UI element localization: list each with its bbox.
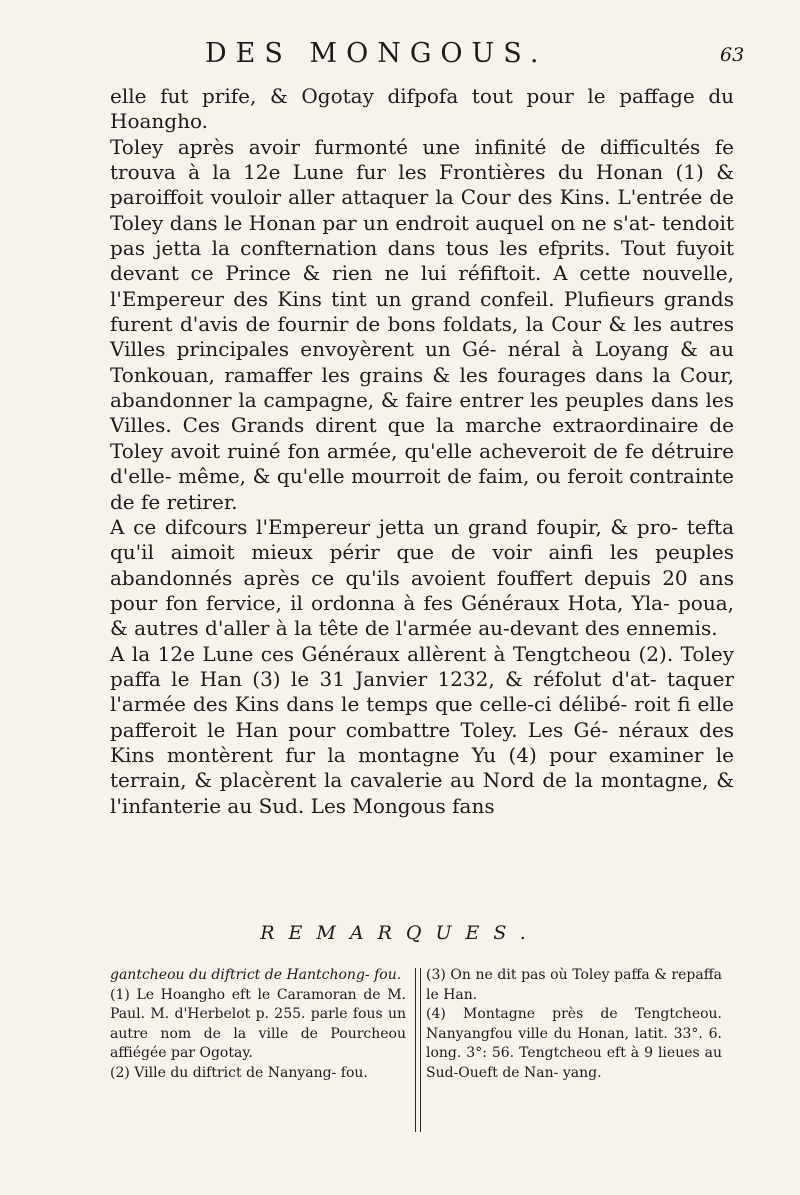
paragraph-3: A ce difcours l'Empereur jetta un grand foupir, & pro- tefta qu'il aimoit mieux périr que de voir ainfi les peuples abandonnés après ce qu'ils avoient fouffert depuis 20 ans pour fon fervice, il ordonna à fes Généraux Hota, Yla- poua, & autres d'aller à la tête de l'armée au-devant des ennemis.	[110, 514, 734, 641]
footnote-2: (2) Ville du diftrict de Nanyang- fou.	[110, 1064, 368, 1081]
footnotes-right-column	[426, 966, 722, 1083]
page-header	[0, 38, 800, 78]
main-text	[110, 84, 734, 819]
page-number: 63	[720, 44, 745, 66]
footnote-continuation: gantcheou du diftrict de Hantchong- fou.	[110, 967, 402, 983]
paragraph-4: A la 12e Lune ces Généraux allèrent à Tengtcheou (2). Toley paffa le Han (3) le 31 Janvier 1232, & réfolut d'at- taquer l'armée des Kins dans le temps que celle-ci délibé- roit fi elle pafferoit le Han pour combattre Toley. Les Gé- néraux des Kins montèrent fur la montagne Yu (4) pour examiner le terrain, & placèrent la cavalerie au Nord de la montagne, & l'infanterie au Sud. Les Mongous fans	[110, 641, 734, 818]
paragraph-2: Toley après avoir furmonté une infinité de difficultés fe trouva à la 12e Lune fur les Frontières du Honan (1) & paroiffoit vouloir aller attaquer la Cour des Kins. L'entrée de Toley dans le Honan par un endroit auquel on ne s'at- tendoit pas jetta la confternation dans tous les efprits. Tout fuyoit devant ce Prince & rien ne lui réfiftoit. A cette nouvelle, l'Empereur des Kins tint un grand confeil. Plufieurs grands furent d'avis de fournir de bons foldats, la Cour & les autres Villes principales envoyèrent un Gé- néral à Loyang & au Tonkouan, ramaffer les grains & les fourages dans la Cour, abandonner la campagne, & faire entrer les peuples dans les Villes. Ces Grands dirent que la marche extraordinaire de Toley avoit ruiné fon armée, qu'elle acheveroit de fe détruire d'elle- même, & qu'elle mourroit de faim, ou feroit contrainte de fe retirer.	[110, 134, 734, 514]
footnote-1: (1) Le Hoangho eft le Caramoran de M. Paul. M. d'Herbelot p. 255. parle fous un autre nom de la ville de Pourcheou affiégée par Ogotay.	[110, 986, 406, 1061]
footnotes-left-column	[110, 966, 406, 1083]
remarques-heading: REMARQUES.	[260, 922, 540, 944]
running-title: DES MONGOUS.	[205, 38, 548, 69]
footnote-3: (3) On ne dit pas où Toley paffa & repaffa le Han.	[426, 967, 722, 1003]
paragraph-1: elle fut prife, & Ogotay difpofa tout pour le paffage du Hoangho.	[110, 84, 734, 134]
footnote-4: (4) Montagne près de Tengtcheou. Nanyangfou ville du Honan, latit. 33°. 6. long. 3°: 56. Tengtcheou eft à 9 lieues au Sud-Oueft de Nan- yang.	[426, 1006, 722, 1081]
column-divider	[415, 968, 421, 1132]
